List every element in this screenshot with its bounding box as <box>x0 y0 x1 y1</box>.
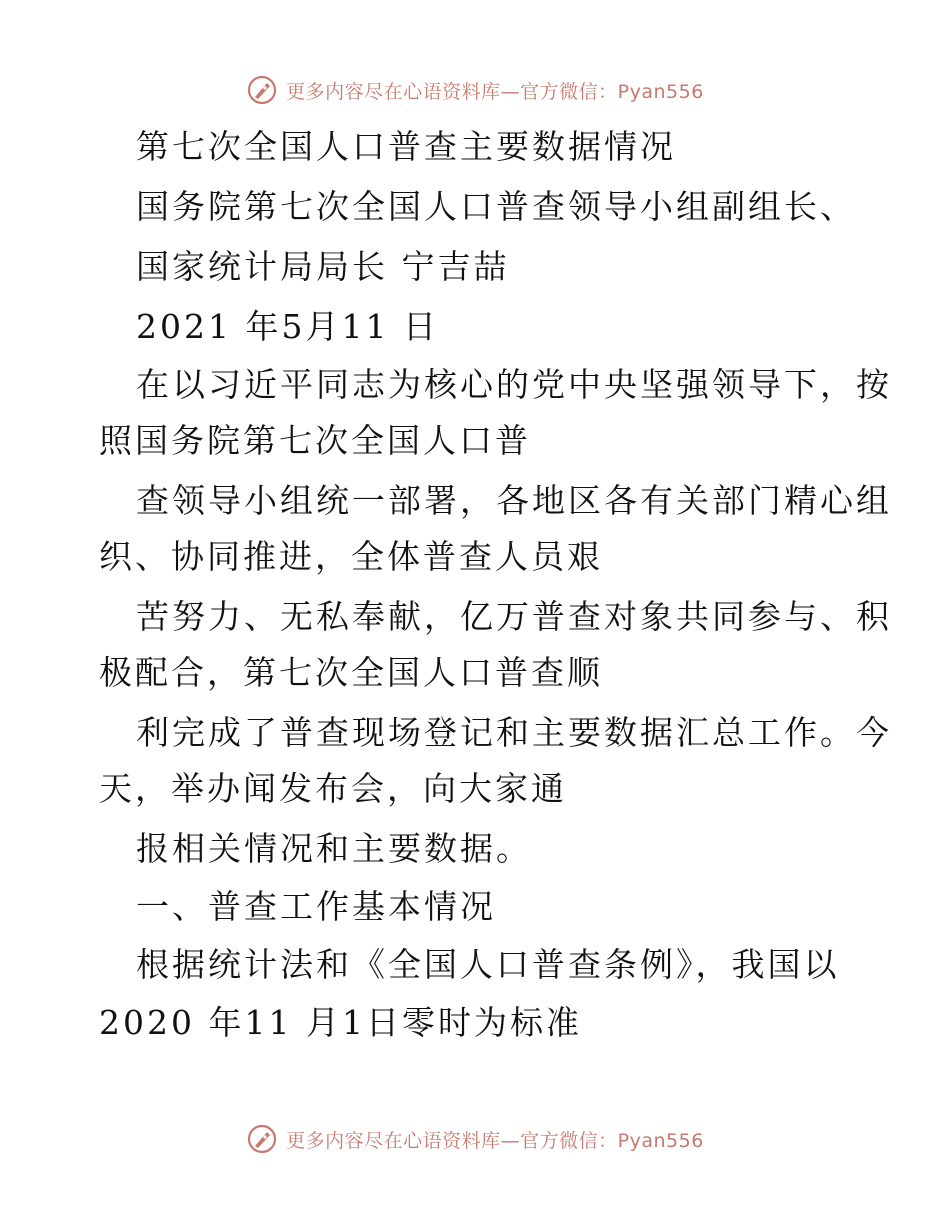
watermark-footer <box>0 1121 950 1157</box>
paragraph-line: 在以习近平同志为核心的党中央坚强领导下，按 <box>136 365 892 404</box>
watermark-text: 更多内容尽在心语资料库—官方微信：Pyan556 <box>286 80 704 103</box>
author-name-line: 国家统计局局长 宁吉喆 <box>136 247 510 286</box>
paragraph-line: 利完成了普查现场登记和主要数据汇总工作。今 <box>136 713 892 752</box>
document-date: 2021 年5月11 日 <box>136 307 439 346</box>
paragraph-line: 织、协同推进，全体普查人员艰 <box>99 537 603 576</box>
pen-nib-logo-icon <box>246 74 278 106</box>
watermark-text: 更多内容尽在心语资料库—官方微信：Pyan556 <box>286 1129 704 1152</box>
author-title-line: 国务院第七次全国人口普查领导小组副组长、 <box>136 187 856 226</box>
pen-nib-logo-icon <box>246 1123 278 1155</box>
paragraph-line: 2020 年11 月1日零时为标准 <box>99 1003 582 1042</box>
paragraph-line: 照国务院第七次全国人口普 <box>99 421 531 460</box>
paragraph-line: 天，举办闻发布会，向大家通 <box>99 769 567 808</box>
paragraph-line: 根据统计法和《全国人口普查条例》，我国以 <box>136 945 840 984</box>
watermark-header <box>0 72 950 108</box>
paragraph-line: 苦努力、无私奉献，亿万普查对象共同参与、积 <box>136 597 892 636</box>
paragraph-line: 极配合，第七次全国人口普查顺 <box>99 653 603 692</box>
paragraph-line: 查领导小组统一部署，各地区各有关部门精心组 <box>136 481 892 520</box>
document-title: 第七次全国人口普查主要数据情况 <box>136 127 676 166</box>
section-heading: 一、普查工作基本情况 <box>136 887 496 926</box>
paragraph-line: 报相关情况和主要数据。 <box>136 829 532 868</box>
